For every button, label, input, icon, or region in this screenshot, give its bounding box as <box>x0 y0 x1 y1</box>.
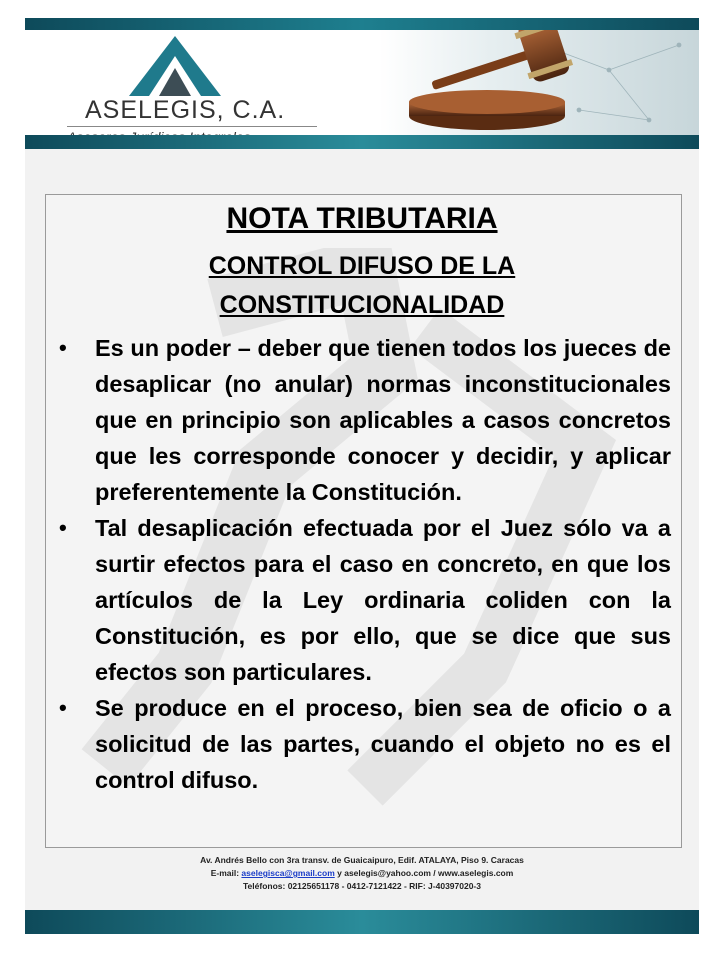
aselegis-logo-icon <box>125 34 225 98</box>
top-color-band <box>25 18 699 30</box>
gavel-icon <box>379 30 699 135</box>
footer-color-band <box>25 910 699 934</box>
footer-phones: Teléfonos: 02125651178 - 0412-7121422 - RIF: J-40397020-3 <box>243 881 481 891</box>
list-item <box>59 690 671 798</box>
document-page <box>25 18 699 934</box>
brand-name: ASELEGIS, C.A. <box>85 96 286 124</box>
list-item <box>59 510 671 690</box>
list-item <box>59 330 671 510</box>
bullet-list <box>59 330 671 798</box>
list-item-text: Es un poder – deber que tienen todos los jueces de desaplicar (no anular) normas inconstitucionales que en principio son aplicables a casos concretos que les corresponde conocer y decidir, y aplicar preferentemente la Constitución. <box>95 335 671 505</box>
list-item-text: Se produce en el proceso, bien sea de oficio o a solicitud de las partes, cuando el objeto no es el control difuso. <box>95 695 671 793</box>
bullet-dot-icon: • <box>59 515 67 540</box>
email-link[interactable]: aselegisca@gmail.com <box>241 868 335 878</box>
header-color-band <box>25 135 699 149</box>
list-item-text: Tal desaplicación efectuada por el Juez sólo va a surtir efectos para el caso en concreto, en que los artículos de la Ley ordinaria coliden con la Constitución, es por ello, que se dice que sus efectos son particulares. <box>95 515 671 685</box>
document-title: NOTA TRIBUTARIA <box>226 202 498 235</box>
email-rest: y aselegis@yahoo.com / www.aselegis.com <box>337 868 514 878</box>
document-subtitle-line1: CONTROL DIFUSO DE LA <box>208 252 516 280</box>
email-label: E-mail: <box>210 868 240 878</box>
letterhead <box>25 18 699 149</box>
bullet-dot-icon: • <box>59 695 67 720</box>
footer-email-line <box>25 867 699 880</box>
document-subtitle-line2: CONSTITUCIONALIDAD <box>219 291 505 319</box>
footer-contact <box>25 854 699 893</box>
bullet-dot-icon: • <box>59 335 67 360</box>
footer-address: Av. Andrés Bello con 3ra transv. de Guaicaipuro, Edif. ATALAYA, Piso 9. Caracas <box>200 855 524 865</box>
